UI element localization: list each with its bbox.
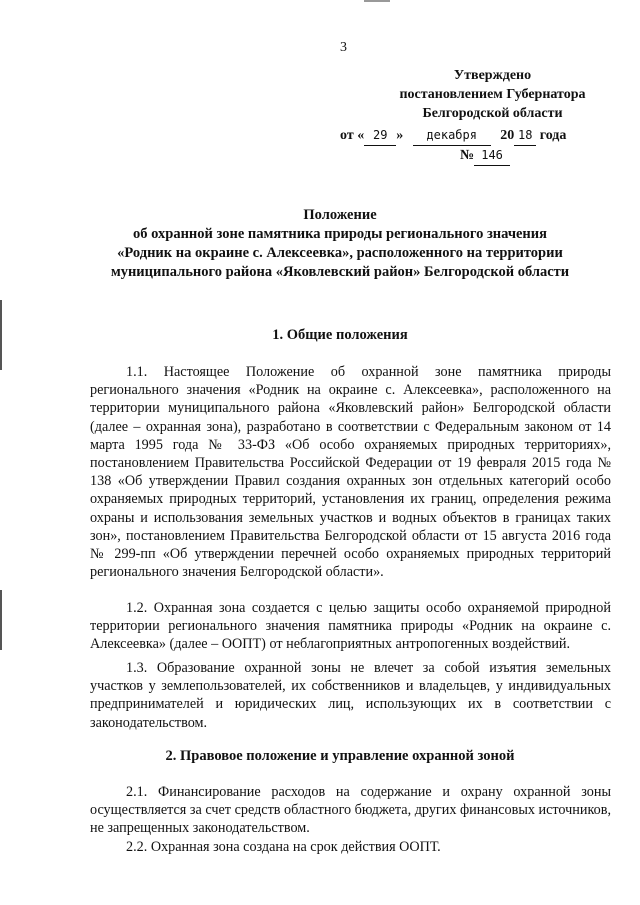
paragraph-2-1: 2.1. Финансирование расходов на содержание и охрану охранной зоны осуществляется за счет средств областного бюджета, других финансовых источников, не запрещенных законодательством. bbox=[90, 784, 611, 837]
date-day: 29 bbox=[364, 126, 396, 146]
paragraph-1-2: 1.2. Охранная зона создается с целью защиты особо охраняемой природной территории регионального значения памятника природы «Родник на окраине с. Алексеевка» (далее – ООПТ) от неблагоприятных антропогенных воздействий. bbox=[90, 600, 611, 653]
title-line: «Родник на окраине с. Алексеевка», расположенного на территории bbox=[117, 245, 563, 261]
approval-number bbox=[460, 146, 620, 166]
approval-line: постановлением Губернатора bbox=[399, 87, 586, 102]
title-line: об охранной зоне памятника природы регионального значения bbox=[133, 226, 547, 242]
paragraph-1-1: 1.1. Настоящее Положение об охранной зоне памятника природы регионального значения «Родник на окраине с. Алексеевка», расположенного на территории муниципального района «Яковлевский район» Белгородской области (далее – охранная зона), разработано в соответствии с Федеральным законом от 14 марта 1995 года № 33-ФЗ «Об особо охраняемых природных территориях», постановлением Правительства Российской Федерации от 19 февраля 2015 года № 138 «Об утверждении Правил создания охранных зон отдельных категорий особо охраняемых природных территорий, установления их границ, определения режима охраны и использования земельных участков и водных объектов в границах таких зон», постановлением Правительства Белгородской области от 15 августа 2016 года № 299-пп «Об утверждении перечней особо охраняемых природных территорий регионального значения Белгородской области». bbox=[90, 364, 611, 581]
date-month: декабря bbox=[413, 126, 491, 146]
document-title bbox=[60, 206, 620, 282]
paragraph-1-3: 1.3. Образование охранной зоны не влечет за собой изъятия земельных участков у землепользователей, их собственников и владельцев, у индивидуальных предпринимателей и юридических лиц, использующих их в соответствии с законодательством. bbox=[90, 660, 611, 731]
page-number: 3 bbox=[340, 40, 347, 55]
number-sign: № bbox=[460, 148, 475, 163]
scan-edge-mark bbox=[0, 590, 2, 650]
number-value: 146 bbox=[474, 146, 510, 166]
title-line: Положение bbox=[303, 207, 377, 223]
scan-mark bbox=[364, 0, 390, 2]
section-1-heading: 1. Общие положения bbox=[272, 327, 408, 343]
section-2-heading: 2. Правовое положение и управление охранной зоной bbox=[165, 748, 515, 764]
approval-date bbox=[340, 126, 620, 146]
title-line: муниципального района «Яковлевский район» Белгородской области bbox=[110, 264, 570, 280]
scan-edge-mark bbox=[0, 300, 2, 370]
date-year-suffix: 18 bbox=[514, 126, 536, 146]
date-year-prefix: 20 bbox=[500, 128, 515, 143]
date-from-label: от « bbox=[340, 128, 365, 143]
approval-line: Утверждено bbox=[453, 68, 532, 83]
date-close-quote: » bbox=[396, 128, 404, 143]
approval-line: Белгородской области bbox=[422, 106, 563, 121]
approval-block bbox=[340, 66, 620, 166]
date-year-word: года bbox=[539, 128, 567, 143]
paragraph-2-2: 2.2. Охранная зона создана на срок действия ООПТ. bbox=[126, 839, 441, 855]
